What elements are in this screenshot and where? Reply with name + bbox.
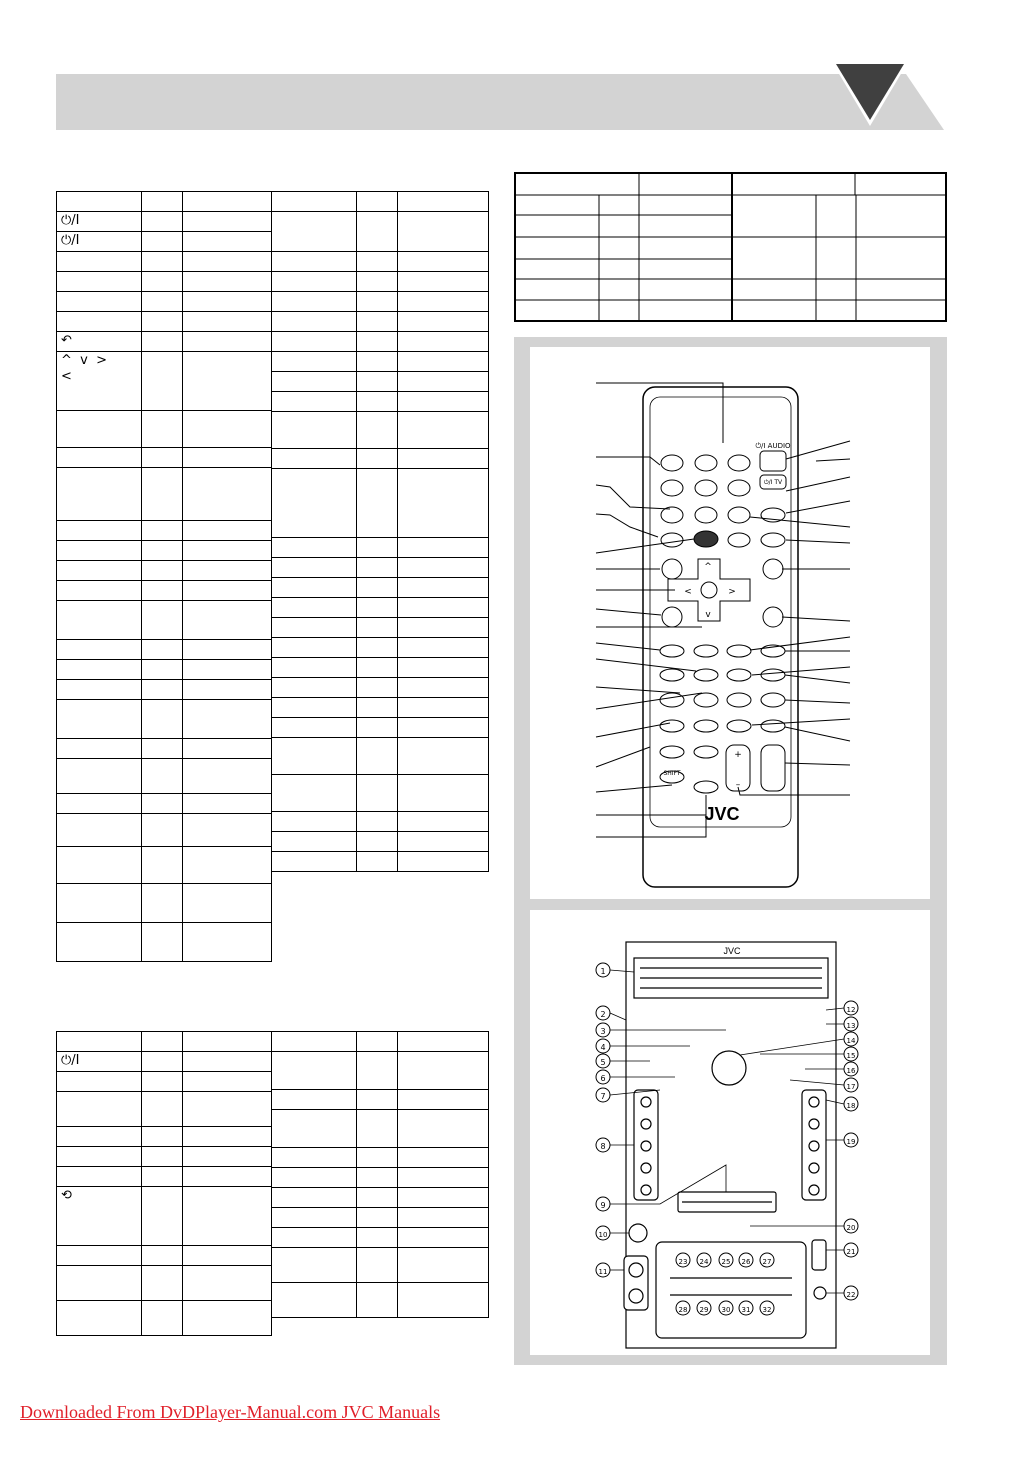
callout-21: 21 xyxy=(846,1248,856,1256)
callout-20: 20 xyxy=(846,1224,856,1232)
callout-29: 29 xyxy=(699,1306,709,1314)
callout-15: 15 xyxy=(846,1052,856,1060)
callout-6: 6 xyxy=(600,1074,606,1083)
vol-plus-label: + xyxy=(734,750,742,760)
remote-control-drawing xyxy=(530,347,930,899)
callout-22: 22 xyxy=(846,1291,856,1299)
page-corner-triangle xyxy=(832,62,912,128)
main-unit-drawing xyxy=(530,910,930,1355)
callout-26: 26 xyxy=(741,1258,751,1266)
callout-10: 10 xyxy=(598,1231,608,1239)
unit-buttons-table xyxy=(56,1031,272,1336)
callout-17: 17 xyxy=(846,1083,856,1091)
callout-8: 8 xyxy=(600,1142,606,1151)
audio-power-label: ⏻/I AUDIO xyxy=(755,442,791,450)
vol-minus-label: – xyxy=(735,780,741,790)
callout-19: 19 xyxy=(846,1138,856,1146)
callout-24: 24 xyxy=(699,1258,709,1266)
section-banner xyxy=(56,74,944,130)
callout-31: 31 xyxy=(741,1306,751,1314)
callout-12: 12 xyxy=(846,1006,856,1014)
unit-buttons-table-right xyxy=(271,1031,489,1318)
callout-7: 7 xyxy=(600,1092,606,1101)
callout-23: 23 xyxy=(678,1258,688,1266)
top-right-table xyxy=(514,172,947,322)
svg-text:v: v xyxy=(705,610,711,620)
power-icon: ⏻/I xyxy=(61,1053,80,1068)
callout-5: 5 xyxy=(600,1058,606,1067)
remote-brand-logo: JVC xyxy=(704,804,740,824)
callout-30: 30 xyxy=(721,1306,731,1314)
callout-9: 9 xyxy=(600,1201,606,1210)
callout-11: 11 xyxy=(598,1268,608,1276)
callout-16: 16 xyxy=(846,1067,856,1075)
callout-4: 4 xyxy=(600,1043,606,1052)
usb-icon: ⟲ xyxy=(61,1188,72,1203)
unit-brand-logo: JVC xyxy=(723,946,741,956)
download-source-link[interactable]: Downloaded From DvDPlayer-Manual.com JVC Manuals xyxy=(20,1402,441,1422)
remote-buttons-table xyxy=(56,191,272,962)
power-icon: ⏻/I xyxy=(61,213,80,228)
callout-32: 32 xyxy=(762,1306,772,1314)
shift-label: SHIFT xyxy=(663,770,681,777)
svg-text:<: < xyxy=(684,587,692,597)
callout-13: 13 xyxy=(846,1022,856,1030)
callout-27: 27 xyxy=(762,1258,772,1266)
return-icon: ↶ xyxy=(61,333,72,348)
callout-28: 28 xyxy=(678,1306,688,1314)
callout-14: 14 xyxy=(846,1037,856,1045)
callout-3: 3 xyxy=(600,1027,606,1036)
tv-power-label: ⏻/I TV xyxy=(763,479,783,486)
callout-25: 25 xyxy=(721,1258,731,1266)
svg-text:>: > xyxy=(728,587,736,597)
callout-1: 1 xyxy=(600,967,606,976)
remote-buttons-table-right xyxy=(271,191,489,872)
power-icon: ⏻/I xyxy=(61,233,80,248)
arrow-keys-icon: ^ v > < xyxy=(61,353,108,384)
callout-18: 18 xyxy=(846,1102,856,1110)
svg-text:^: ^ xyxy=(704,562,712,572)
callout-2: 2 xyxy=(600,1010,606,1019)
